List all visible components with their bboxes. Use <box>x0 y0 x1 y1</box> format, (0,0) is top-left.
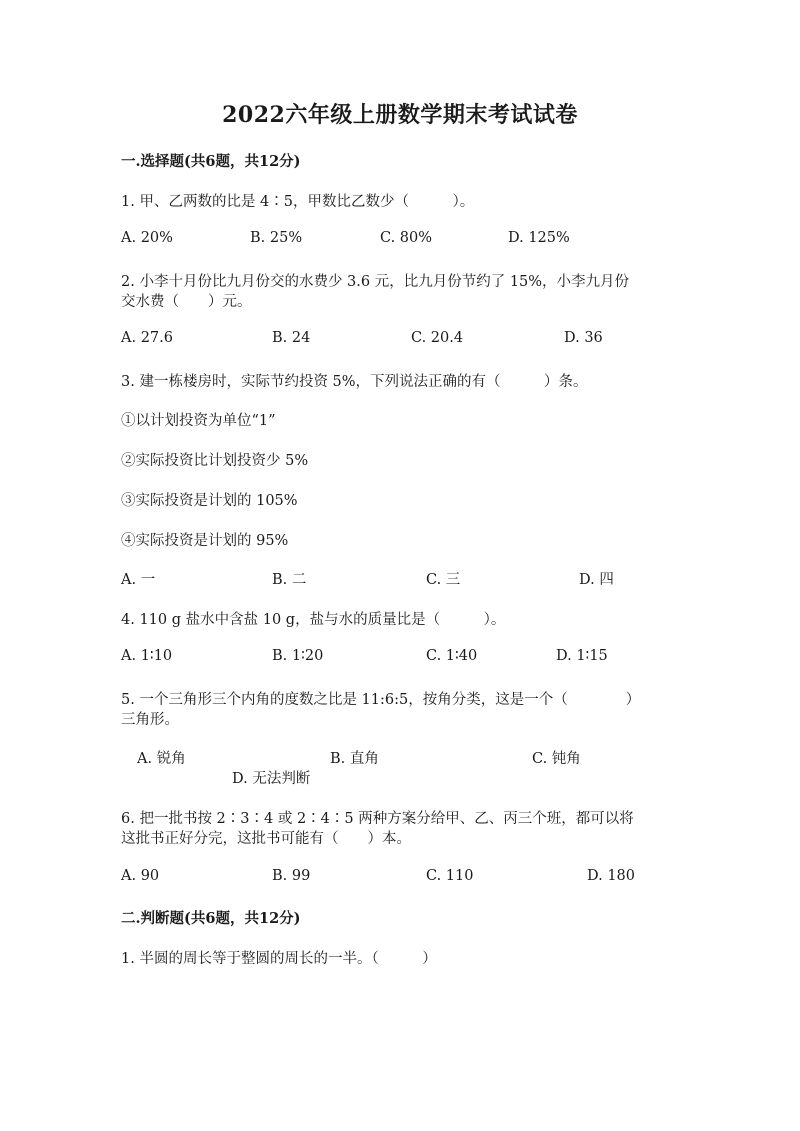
q5-option-a[interactable]: A. 锐角 <box>137 751 186 767</box>
question-5-line-2: 三角形。 <box>121 712 179 728</box>
page-title: 2022六年级上册数学期末考试试卷 <box>222 102 578 128</box>
q1-option-b[interactable]: B. 25% <box>250 230 303 246</box>
q2-option-a[interactable]: A. 27.6 <box>121 330 173 346</box>
section-heading-judgement: 二.判断题(共6题，共12分) <box>121 910 301 927</box>
q2-option-b[interactable]: B. 24 <box>272 330 311 346</box>
q2-option-d[interactable]: D. 36 <box>564 330 603 346</box>
q5-option-d[interactable]: D. 无法判断 <box>232 771 311 787</box>
q1-option-c[interactable]: C. 80% <box>380 230 433 246</box>
question-2-line-2: 交水费（ ）元。 <box>121 294 252 310</box>
q5-option-b[interactable]: B. 直角 <box>330 751 379 767</box>
question-6-line-2: 这批书正好分完，这批书可能有（ ）本。 <box>121 831 411 847</box>
question-2-line-1: 2. 小李十月份比九月份交的水费少 3.6 元，比九月份节约了 15%，小李九月份 <box>121 274 630 290</box>
question-4-text: 4. 110 g 盐水中含盐 10 g，盐与水的质量比是（ ）。 <box>121 612 506 628</box>
q4-option-d[interactable]: D. 1∶15 <box>556 648 608 664</box>
q6-option-b[interactable]: B. 99 <box>272 868 311 884</box>
q2-option-c[interactable]: C. 20.4 <box>411 330 464 346</box>
q4-option-c[interactable]: C. 1∶40 <box>426 648 478 664</box>
q3-statement-2: ②实际投资比计划投资少 5% <box>121 453 309 469</box>
section-heading-choice: 一.选择题(共6题，共12分) <box>121 153 301 170</box>
question-3-text: 3. 建一栋楼房时，实际节约投资 5%，下列说法正确的有（ ）条。 <box>121 374 588 390</box>
q3-statement-4: ④实际投资是计划的 95% <box>121 533 289 549</box>
q3-option-b[interactable]: B. 二 <box>272 572 307 588</box>
q3-statement-1: ①以计划投资为单位“1” <box>121 413 276 429</box>
q1-option-a[interactable]: A. 20% <box>121 230 173 246</box>
q4-option-b[interactable]: B. 1∶20 <box>272 648 324 664</box>
q4-option-a[interactable]: A. 1∶10 <box>121 648 173 664</box>
q6-option-c[interactable]: C. 110 <box>426 868 474 884</box>
q6-option-a[interactable]: A. 90 <box>121 868 160 884</box>
q1-option-d[interactable]: D. 125% <box>508 230 570 246</box>
question-6-line-1: 6. 把一批书按 2∶3∶4 或 2∶4∶5 两种方案分给甲、乙、丙三个班，都可以将 <box>121 811 634 827</box>
q5-option-c[interactable]: C. 钝角 <box>532 751 581 767</box>
q3-statement-3: ③实际投资是计划的 105% <box>121 493 298 509</box>
q3-option-c[interactable]: C. 三 <box>426 572 461 588</box>
q3-option-a[interactable]: A. 一 <box>121 572 156 588</box>
q6-option-d[interactable]: D. 180 <box>587 868 636 884</box>
q3-option-d[interactable]: D. 四 <box>579 572 614 588</box>
judgement-1-text: 1. 半圆的周长等于整圆的周长的一半。（ ） <box>121 951 437 967</box>
question-1-text: 1. 甲、乙两数的比是 4∶5，甲数比乙数少（ ）。 <box>121 194 475 210</box>
question-5-line-1: 5. 一个三角形三个内角的度数之比是 11:6:5，按角分类，这是一个（ ） <box>121 692 641 708</box>
